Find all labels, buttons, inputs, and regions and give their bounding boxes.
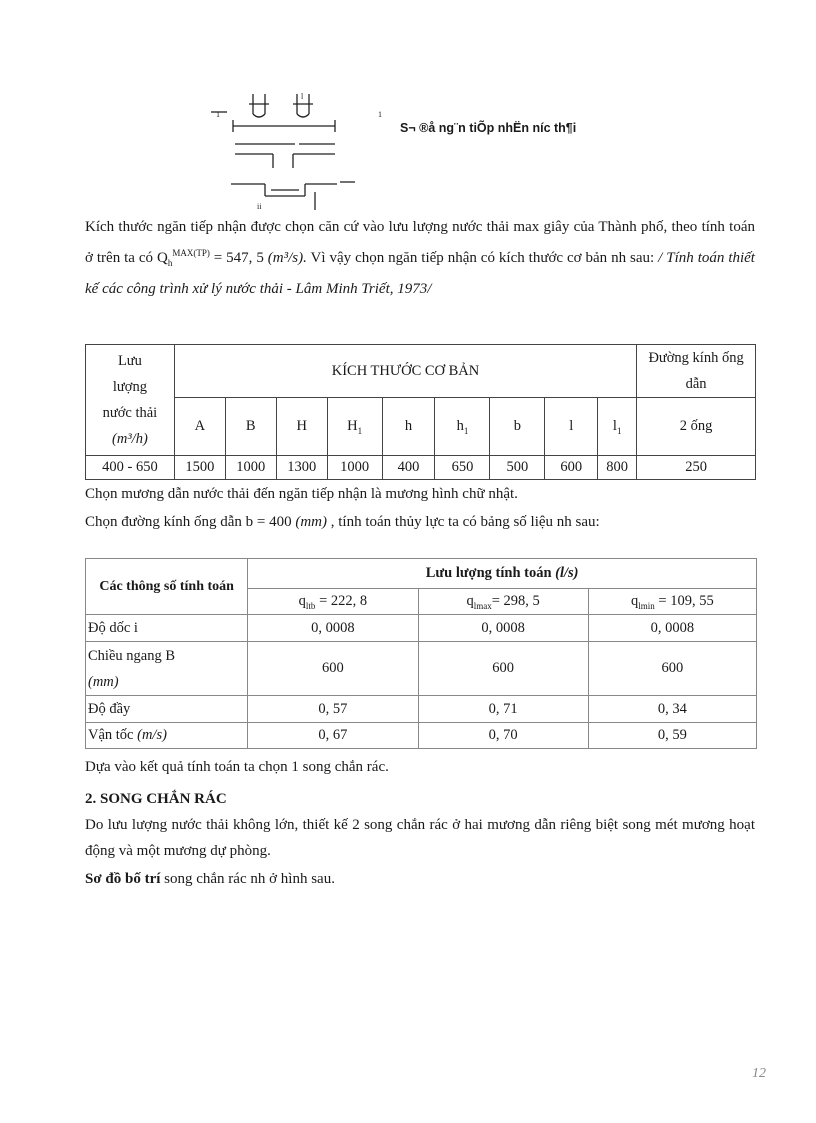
table-row: Độ dốc i 0, 0008 0, 0008 0, 0008	[86, 615, 757, 642]
col-b-lower: b	[490, 398, 545, 456]
hydraulic-table	[85, 558, 757, 749]
section-title: 2. SONG CHẮN RÁC	[85, 791, 227, 807]
diagram-label-ii: ii	[257, 202, 262, 211]
diagram-label-1: 1	[216, 110, 220, 119]
channel-choice-line: Chọn mương dẫn nước thải đến ngăn tiếp nhận là mương hình chữ nhật.	[85, 486, 518, 502]
col-h1-lower: $h_1$	[435, 398, 490, 456]
col-h-upper: H	[276, 398, 327, 456]
main-dimensions-header: KÍCH THƯỚC CƠ BẢN	[174, 345, 636, 398]
table-row: Chiều ngang B (mm) 600 600 600	[86, 642, 757, 696]
pipe-count-cell: 2 ống	[637, 398, 756, 456]
param-header: Các thông số tính toán	[86, 559, 248, 615]
diagram-drawing	[205, 92, 365, 212]
col-q-tb: $q_{ltb} = 222$, 8	[248, 589, 418, 615]
diagram-label-l: l	[301, 92, 304, 101]
table-row: Độ đầy 0, 57 0, 71 0, 34	[86, 696, 757, 723]
intake-chamber-diagram	[205, 92, 382, 212]
paragraph-intake-size: Kích thước ngăn tiếp nhận được chọn căn cứ vào lưu lượng nước thải max giây của Thành phố, theo tính toán ở trên ta có $Q_h^{MAX(TP)} = 547$, 5 (m³/s). Vì vậy chọn ngăn tiếp nhận có kích thước cơ bản nh sau: / Tính toán thiết kế các công trình xử lý nước thải - Lâm Minh Triết, 1973/	[85, 219, 755, 297]
diagram-label-1b: 1	[378, 110, 382, 119]
col-b: B	[225, 398, 276, 456]
reference-citation: / Tính toán thiết kế các công trình xử lý nước thải - Lâm Minh Triết, 1973/	[85, 250, 755, 297]
table-row: Vận tốc (m/s) 0, 67 0, 70 0, 59	[86, 723, 757, 749]
paragraph-screen: Do lưu lượng nước thải không lớn, thiết kế 2 song chắn rác ở hai mương dẫn riêng biệt song mét mương hoạt động và một mương dự phòng.	[85, 817, 755, 859]
flow-header: Lưu lượng tính toán (l/s)	[248, 559, 757, 589]
col-l: l	[545, 398, 598, 456]
col-h1-upper: $H_1$	[327, 398, 382, 456]
pipe-diameter-line: Chọn đường kính ống dẫn b = 400 (mm) , tính toán thủy lực ta có bảng số liệu nh sau:	[85, 514, 600, 530]
col-q-max: $q_{lmax}= 298$, 5	[418, 589, 588, 615]
col-h-lower: h	[382, 398, 435, 456]
flow-header-cell: Lưu lượng nước thải (m³/h)	[86, 345, 175, 456]
layout-line: Sơ đồ bố trí song chắn rác nh ở hình sau.	[85, 871, 335, 887]
table-row: 400 - 650 1500 1000 1300 1000 400 650 500 600 800 250	[86, 456, 756, 480]
col-a: A	[174, 398, 225, 456]
diagram-caption: S¬ ®å ng¨n tiÕp nhËn níc th¶i	[400, 121, 577, 135]
pipe-diameter-header: Đường kính ống dẫn	[637, 345, 756, 398]
col-q-min: $q_{lmin} = 109$, 55	[588, 589, 756, 615]
page-number: 12	[752, 1066, 766, 1081]
intake-dimensions-table	[85, 344, 756, 480]
result-line: Dựa vào kết quả tính toán ta chọn 1 song chắn rác.	[85, 759, 389, 775]
col-l1: $l_1$	[598, 398, 637, 456]
